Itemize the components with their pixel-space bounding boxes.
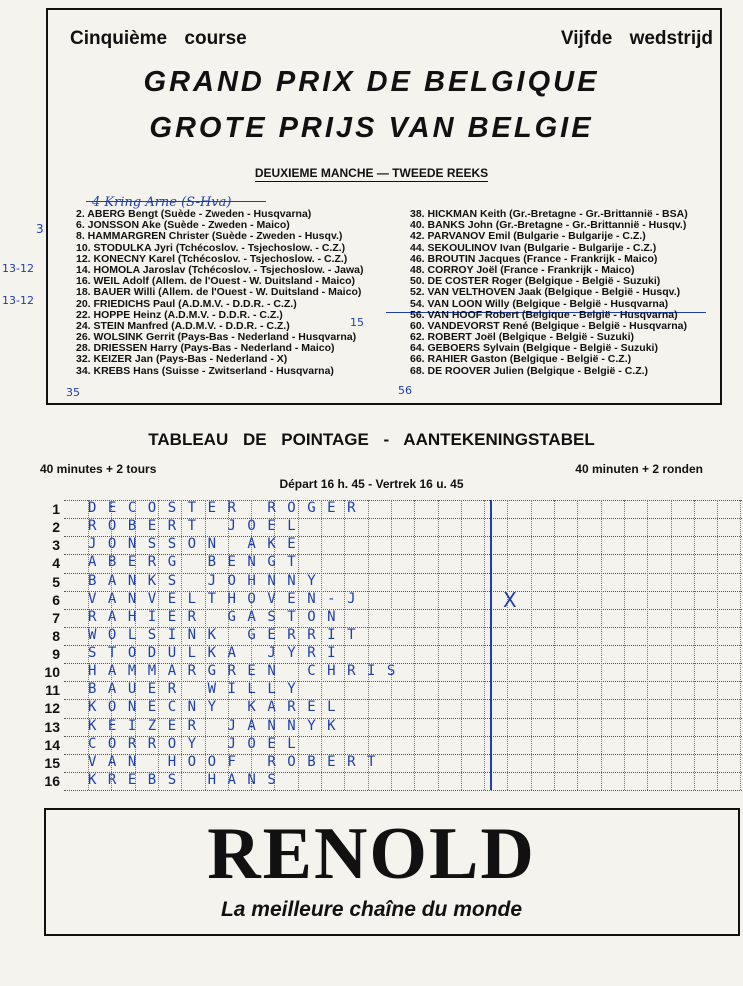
heat-subtitle-text: DEUXIEME MANCHE — TWEEDE REEKS (254, 166, 489, 180)
handwritten-total: 35 (66, 386, 80, 399)
row-number: 9 (52, 646, 60, 662)
ad-brand: RENOLD (207, 813, 536, 895)
handwritten-entry: ROBERT JOEL (88, 518, 308, 535)
grid-column-line (694, 500, 695, 790)
row-number: 16 (44, 772, 60, 789)
row-number: 11 (45, 682, 60, 699)
handwritten-entry: WOLSINK GERRIT (88, 626, 368, 643)
rider-entry: 46. BROUTIN Jacques (France - Frankrijk - Maico) (410, 252, 658, 265)
grid-column-line (414, 500, 415, 790)
row-number: 15 (44, 754, 60, 771)
grid-column-line (601, 500, 602, 790)
grid-column-line (740, 500, 741, 790)
rider-entry: 44. SEKOULINOV Ivan (Bulgarie - Bulgarije - C.Z.) (410, 241, 657, 254)
rider-entry: 38. HICKMAN Keith (Gr.-Bretagne - Gr.-Brittannië - BSA) (410, 208, 688, 220)
rider-entry: 34. KREBS Hans (Suisse - Zwitserland - Husqvarna) (76, 364, 334, 377)
handwritten-entry: KREBS HANS (88, 771, 288, 788)
grid-column-line (507, 500, 508, 790)
grid-column-line (624, 500, 625, 790)
rider-entry: 24. STEIN Manfred (A.D.M.V. - D.D.R. - C.Z.) (76, 319, 290, 332)
rider-entry: 60. VANDEVORST René (Belgique - België - Husqvarna) (410, 319, 687, 332)
handwritten-entry: VAN HOOF ROBERT (88, 753, 387, 770)
handwritten-entry: JONSSON AKE (88, 536, 308, 553)
rider-entry: 26. WOLSINK Gerrit (Pays-Bas - Nederland - Husqvarna) (76, 331, 357, 344)
row-number: 6 (52, 591, 60, 608)
lap-divider-line (490, 500, 492, 790)
duration-nl: 40 minuten + 2 ronden (575, 462, 703, 476)
rider-entry: 68. DE ROOVER Julien (Belgique - België - C.Z.) (410, 364, 649, 377)
ad-slogan: La meilleure chaîne du monde (220, 898, 523, 921)
row-number: 1 (52, 501, 60, 517)
rider-entry: 14. HOMOLA Jaroslav (Tchécoslov. - Tsjechoslow. - Jawa) (76, 263, 364, 276)
rider-entry: 48. CORROY Joël (France - Frankrijk - Maico) (410, 263, 635, 276)
rider-entry: 8. HAMMARGREN Christer (Suède - Zweden - Husqv.) (76, 230, 343, 243)
rider-entry: 20. FRIEDICHS Paul (A.D.M.V. - D.D.R. - C.Z.) (76, 297, 297, 310)
row-number: 12 (44, 700, 60, 717)
rider-entry: 16. WEIL Adolf (Allem. de l'Ouest - W. Duitsland - Maico) (76, 275, 356, 288)
handwritten-mark: 3 (36, 222, 44, 236)
rider-entry: 22. HOPPE Heinz (A.D.M.V. - D.D.R. - C.Z.) (76, 308, 283, 321)
rider-entry: 32. KEIZER Jan (Pays-Bas - Nederland - X) (76, 353, 288, 366)
heat-subtitle (0, 166, 743, 180)
rider-entry: 50. DE COSTER Roger (Belgique - België - Suzuki) (410, 275, 661, 288)
handwritten-mark: 13-12 (2, 294, 34, 307)
rider-entry: 64. GEBOERS Sylvain (Belgique - België - Suzuki) (410, 342, 658, 355)
handwritten-entry: STODULKA JYRI (88, 645, 348, 661)
table-title: TABLEAU DE POINTAGE - AANTEKENINGSTABEL (148, 430, 595, 449)
handwritten-entry: KONECNY KAREL (88, 699, 348, 716)
rider-entry: 42. PARVANOV Emil (Bulgarie - Bulgarije - C.Z.) (410, 230, 646, 243)
handwritten-entry: DECOSTER ROGER (88, 500, 368, 516)
row-number: 13 (44, 718, 60, 735)
grid-column-line (438, 500, 439, 790)
handwritten-x-mark: X (503, 588, 517, 612)
grid-column-line (531, 500, 532, 790)
handwritten-total: 56 (398, 384, 412, 397)
grid-column-line (391, 500, 392, 790)
row-number: 10 (44, 664, 60, 681)
handwritten-entry: VANVELTHOVEN-J (88, 590, 368, 607)
title-fr: GRAND PRIX DE BELGIQUE (143, 66, 600, 98)
riders-list-left (76, 209, 363, 377)
rider-entry: 6. JONSSON Ake (Suède - Zweden - Maico) (76, 219, 290, 232)
row-number: 8 (52, 627, 60, 644)
grid-column-line (554, 500, 555, 790)
strike-line (86, 201, 266, 202)
row-number: 2 (52, 519, 60, 536)
riders-list-right (410, 209, 688, 377)
grid-column-line (461, 500, 462, 790)
handwritten-entry: ABERG BENGT (88, 554, 308, 571)
row-number: 14 (44, 736, 60, 753)
handwritten-entry: RAHIER GASTON (88, 608, 348, 625)
rider-entry: 56. VAN HOOF Robert (Belgique - België - Husqvarna) (410, 308, 678, 321)
rider-entry: 18. BAUER Willi (Allem. de l'Ouest - W. Duitsland - Maico) (76, 286, 362, 299)
rider-entry: 52. VAN VELTHOVEN Jaak (Belgique - België - Husqv.) (410, 286, 681, 299)
grid-column-line (717, 500, 718, 790)
handwritten-struck-rider: 4 Kring Arne (S-Hva) (92, 195, 232, 210)
rider-entry: 62. ROBERT Joël (Belgique - België - Suzuki) (410, 331, 635, 344)
rider-entry: 28. DRIESSEN Harry (Pays-Bas - Nederland - Maico) (76, 342, 335, 355)
handwritten-mark: 13-12 (2, 262, 34, 275)
rider-entry: 10. STODULKA Jyri (Tchécoslov. - Tsjechoslow. - C.Z.) (76, 241, 346, 254)
title-nl: GROTE PRIJS VAN BELGIE (149, 112, 594, 144)
grid-column-line (484, 500, 485, 790)
grid-column-line (368, 500, 369, 790)
race-number-fr: Cinquième course (70, 28, 247, 49)
row-number: 4 (52, 555, 60, 572)
rider-entry: 66. RAHIER Gaston (Belgique - België - C.Z.) (410, 353, 632, 366)
row-number: 3 (52, 537, 60, 554)
race-number-nl: Vijfde wedstrijd (560, 28, 713, 49)
row-number: 5 (52, 573, 60, 590)
rider-entry: 2. ABERG Bengt (Suède - Zweden - Husqvarna) (76, 208, 312, 220)
rider-entry: 40. BANKS John (Gr.-Bretagne - Gr.-Brittannië - Husqv.) (410, 219, 687, 232)
grid-row-line (64, 790, 742, 791)
handwritten-entry: CORROY JOEL (88, 735, 308, 752)
handwritten-mark: 15 (350, 316, 364, 329)
scoring-grid (44, 500, 742, 790)
grid-column-line (577, 500, 578, 790)
start-time: Départ 16 h. 45 - Vertrek 16 u. 45 (279, 477, 464, 491)
handwritten-entry: HAMMARGREN CHRIS (88, 663, 407, 680)
rider-entry: 54. VAN LOON Willy (Belgique - België - Husqvarna) (410, 297, 669, 310)
duration-fr: 40 minutes + 2 tours (40, 462, 157, 476)
row-number: 7 (52, 609, 60, 626)
handwritten-entry: BANKS JOHNNY (88, 572, 328, 589)
grid-column-line (671, 500, 672, 790)
handwritten-entry: KEIZER JANNYK (88, 717, 348, 734)
rider-entry: 12. KONECNY Karel (Tchécoslov. - Tsjechoslow. - C.Z.) (76, 252, 348, 265)
grid-column-line (647, 500, 648, 790)
handwritten-entry: BAUER WILLY (88, 681, 308, 698)
